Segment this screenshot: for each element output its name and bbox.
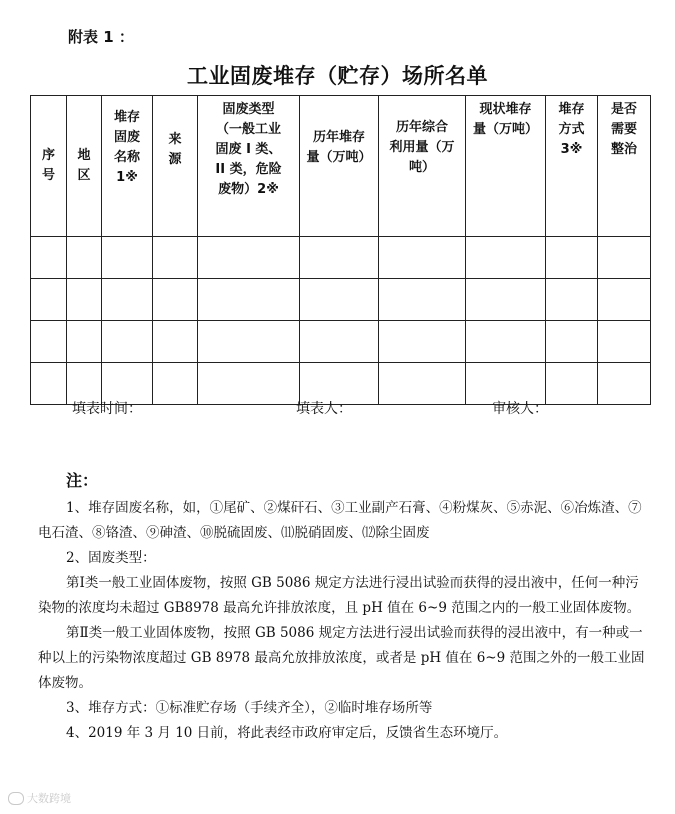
table-cell[interactable] <box>31 237 67 279</box>
table-cell[interactable] <box>379 363 466 405</box>
notes-section <box>38 470 650 746</box>
note-4: 4、2019 年 3 月 10 日前，将此表经市政府审定后，反馈省生态环境厅。 <box>66 725 508 741</box>
table-cell[interactable] <box>198 321 300 363</box>
note-3: 3、堆存方式：①标准贮存场（手续齐全），②临时堆存场所等 <box>66 700 433 716</box>
table-row <box>31 237 651 279</box>
table-cell[interactable] <box>598 279 651 321</box>
table-row <box>31 279 651 321</box>
table-cell[interactable] <box>31 279 67 321</box>
table-row <box>31 321 651 363</box>
table-cell[interactable] <box>379 321 466 363</box>
col-header-historical-storage: 历年堆存 量（万吨） <box>300 96 379 237</box>
note-1: 1、堆存固废名称，如，①尾矿、②煤矸石、③工业副产石膏、④粉煤灰、⑤赤泥、⑥冶炼渣、⑦电石渣、⑧铬渣、⑨砷渣、⑩脱硫固废、⑾脱硝固废、⑿除尘固废 <box>38 500 642 541</box>
table-cell[interactable] <box>379 237 466 279</box>
table-cell[interactable] <box>546 363 598 405</box>
table-cell[interactable] <box>379 279 466 321</box>
table-cell[interactable] <box>102 279 153 321</box>
waste-storage-table <box>30 95 651 405</box>
table-cell[interactable] <box>598 321 651 363</box>
table-cell[interactable] <box>546 279 598 321</box>
col-header-historical-utilization: 历年综合 利用量（万 吨） <box>379 96 466 237</box>
col-header-storage-method: 堆存 方式 3※ <box>546 96 598 237</box>
col-header-index: 序 号 <box>31 96 67 237</box>
watermark <box>8 790 71 806</box>
table-cell[interactable] <box>67 237 102 279</box>
table-cell[interactable] <box>300 321 379 363</box>
table-cell[interactable] <box>153 363 198 405</box>
table-cell[interactable] <box>102 321 153 363</box>
col-header-region: 地 区 <box>67 96 102 237</box>
table-cell[interactable] <box>598 363 651 405</box>
table-header-row <box>31 96 651 237</box>
table-cell[interactable] <box>153 237 198 279</box>
table-cell[interactable] <box>102 237 153 279</box>
table-cell[interactable] <box>153 279 198 321</box>
table-cell[interactable] <box>546 237 598 279</box>
col-header-current-storage: 现状堆存 量（万吨） <box>466 96 546 237</box>
watermark-logo-icon <box>8 792 24 805</box>
table-cell[interactable] <box>198 279 300 321</box>
reviewer-label: 审核人： <box>492 401 548 417</box>
table-cell[interactable] <box>546 321 598 363</box>
table-cell[interactable] <box>300 279 379 321</box>
col-header-waste-type: 固废类型 （一般工业 固废 I 类、 II 类，危险 废物）2※ <box>198 96 300 237</box>
note-2: 2、固废类型： <box>66 550 156 566</box>
col-header-needs-remediation: 是否 需要 整治 <box>598 96 651 237</box>
table-cell[interactable] <box>153 321 198 363</box>
page-title: 工业固废堆存（贮存）场所名单 <box>187 64 488 88</box>
col-header-source: 来 源 <box>153 96 198 237</box>
note-2-class-1: 第Ⅰ类一般工业固体废物，按照 GB 5086 规定方法进行浸出试验而获得的浸出液中，任何一种污染物的浓度均未超过 GB8978 最高允许排放浓度，且 pH 值在 6~9 范围之内的一般工业固体废物。 <box>38 575 641 616</box>
table-cell[interactable] <box>598 237 651 279</box>
table-cell[interactable] <box>67 321 102 363</box>
table-cell[interactable] <box>31 363 67 405</box>
note-2-class-2: 第Ⅱ类一般工业固体废物，按照 GB 5086 规定方法进行浸出试验而获得的浸出液中，有一种或一种以上的污染物浓度超过 GB 8978 最高允放排放浓度，或者是 pH 值在 6~9 范围之外的一般工业固体废物。 <box>38 625 645 691</box>
table-cell[interactable] <box>466 237 546 279</box>
table-cell[interactable] <box>300 237 379 279</box>
table-cell[interactable] <box>198 363 300 405</box>
table-cell[interactable] <box>466 279 546 321</box>
col-header-waste-name: 堆存 固废 名称 1※ <box>102 96 153 237</box>
filler-label: 填表人： <box>296 401 352 417</box>
notes-heading: 注： <box>66 471 99 490</box>
table-cell[interactable] <box>466 321 546 363</box>
table-cell[interactable] <box>31 321 67 363</box>
appendix-label: 附表 1 ： <box>68 28 134 46</box>
watermark-text: 大数跨境 <box>27 792 71 805</box>
table-cell[interactable] <box>67 279 102 321</box>
fill-date-label: 填表时间： <box>72 401 142 417</box>
table-cell[interactable] <box>198 237 300 279</box>
